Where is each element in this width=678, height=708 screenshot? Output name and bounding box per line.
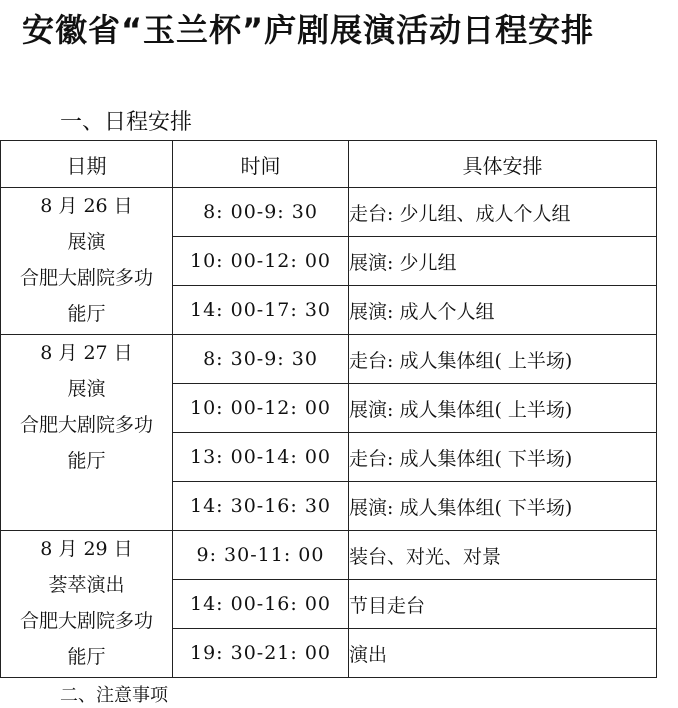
detail-cell: 展演: 少儿组 — [349, 237, 657, 286]
time-cell: 14: 00-16: 00 — [173, 580, 349, 629]
time-cell: 8: 00-9: 30 — [173, 188, 349, 237]
venue-text: 合肥大剧院多功 — [19, 267, 153, 289]
date-text: 8 月 26 日 — [40, 195, 133, 217]
time-cell: 14: 30-16: 30 — [173, 482, 349, 531]
header-time: 时间 — [173, 141, 349, 188]
time-cell: 19: 30-21: 00 — [173, 629, 349, 678]
time-cell: 9: 30-11: 00 — [173, 531, 349, 580]
date-text: 8 月 27 日 — [40, 342, 133, 364]
venue-text: 合肥大剧院多功 — [19, 610, 153, 632]
date-cell — [1, 531, 173, 678]
time-cell: 10: 00-12: 00 — [173, 237, 349, 286]
time-cell: 8: 30-9: 30 — [173, 335, 349, 384]
venue-text-cont: 能厅 — [67, 450, 106, 472]
detail-cell: 装台、对光、对景 — [349, 531, 657, 580]
date-cell — [1, 335, 173, 531]
schedule-table — [0, 140, 657, 678]
time-cell: 13: 00-14: 00 — [173, 433, 349, 482]
next-section-heading-partial: 二、注意事项 — [60, 685, 168, 706]
detail-cell: 展演: 成人集体组( 下半场) — [349, 482, 657, 531]
time-cell: 10: 00-12: 00 — [173, 384, 349, 433]
table-header-row — [1, 141, 657, 188]
header-date: 日期 — [1, 141, 173, 188]
detail-cell: 走台: 少儿组、成人个人组 — [349, 188, 657, 237]
page-title: 安徽省“玉兰杯”庐剧展演活动日程安排 — [22, 11, 595, 49]
table-row — [1, 188, 657, 237]
date-cell — [1, 188, 173, 335]
detail-cell: 展演: 成人集体组( 上半场) — [349, 384, 657, 433]
detail-cell: 展演: 成人个人组 — [349, 286, 657, 335]
activity-text: 展演 — [67, 231, 106, 253]
table-row — [1, 531, 657, 580]
venue-text: 合肥大剧院多功 — [19, 414, 153, 436]
activity-text: 展演 — [67, 378, 106, 400]
detail-cell: 演出 — [349, 629, 657, 678]
section-heading: 一、日程安排 — [60, 110, 193, 135]
detail-cell: 走台: 成人集体组( 下半场) — [349, 433, 657, 482]
detail-cell: 节目走台 — [349, 580, 657, 629]
detail-cell: 走台: 成人集体组( 上半场) — [349, 335, 657, 384]
activity-text: 荟萃演出 — [48, 574, 125, 596]
date-text: 8 月 29 日 — [40, 538, 133, 560]
venue-text-cont: 能厅 — [67, 303, 106, 325]
venue-text-cont: 能厅 — [67, 646, 106, 668]
header-detail: 具体安排 — [349, 141, 657, 188]
table-row — [1, 335, 657, 384]
time-cell: 14: 00-17: 30 — [173, 286, 349, 335]
